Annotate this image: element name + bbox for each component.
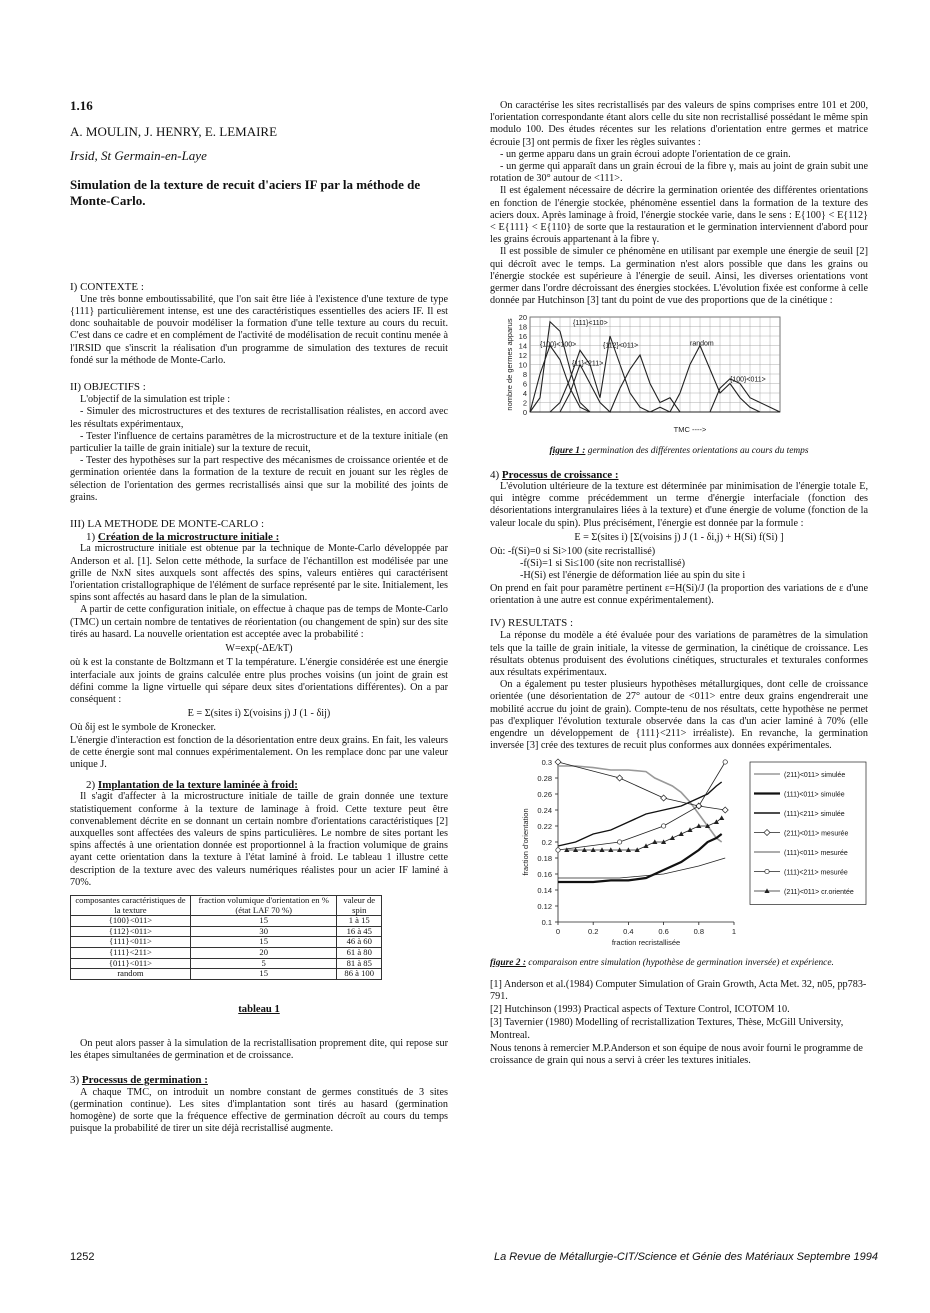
x-tick-label: 0 [555, 927, 561, 937]
subsection-number: 2) [86, 779, 96, 792]
figure-2-caption [490, 957, 868, 969]
data-point [670, 836, 675, 841]
series-label: {112}<011> [603, 343, 639, 351]
legend-label: (211)<011> simulée [784, 772, 846, 780]
y-tick-label: 4 [522, 389, 527, 399]
reference-item: [3] Tavernier (1980) Modelling of recristallization Textures, Thèse, McGill University, Montreal. [490, 1017, 844, 1041]
paragraph: L'évolution ultérieure de la texture est déterminée par minimisation de l'énergie totale E, qui intègre comme précédemment un terme d'énergie interfaciale (fonction des désorientations intergranulaires liées à la texture) et d'une énergie de volume (fonction de la valeur locale du spin). Plus précisément, l'énergie est donnée par la formule : [490, 481, 868, 529]
formula: E = Σ(sites i) [Σ(voisins j) J (1 - δi,j) + H(Si) f(Si) ] [574, 531, 784, 543]
left-column [70, 100, 448, 1135]
x-tick-label: 0.4 [623, 927, 634, 937]
where-line: -H(Si) est l'énergie de déformation liée au spin du site i [520, 570, 746, 582]
series-label: {100}<011> [730, 376, 766, 384]
legend-label: (211)<011> cr.orientée [784, 889, 854, 897]
series-label: {11}<211> [572, 361, 604, 369]
subsection-number: 1) [86, 531, 96, 544]
subsection-number: 3) [70, 1074, 80, 1087]
right-column [490, 100, 868, 1068]
data-point [555, 759, 561, 765]
paragraph: Il s'agit d'affecter à la microstructure initiale de taille de grain donnée une texture statistiquement conforme à la texture de laminage à froid. Cette texture peut être convenablement décrite en se donnant un certain nombre d'orientations caractéristiques [2] auxquelles sont affectées des valeurs de spins particulières. Le nombre de sites portant les spins affectés à une orientation donnée est proportionnel à la fraction volumique de grains ayant cette orientation dans la texture à l'état laminé à froid. Le tableau 1 illustre cette description de la texture avec des valeurs numériques réalistes pour un acier IF laminé à 70%. [70, 791, 448, 888]
data-point [617, 840, 621, 844]
figure-1-svg [490, 311, 790, 436]
table-row [71, 937, 382, 948]
paragraph: On caractérise les sites recristallisés par des valeurs de spins comprises entre 101 et 200, l'orientation correspondante étant alors celle du site non recristallisé possédant le même spin modulo 100. Des études récentes sur les relations d'orientation entre germes et matrice écrouie [3] ont permis de fixer les règles suivantes : [490, 100, 868, 148]
y-tick-label: 8 [522, 370, 527, 380]
y-tick-label: 6 [522, 379, 527, 389]
table-cell: 20 [190, 947, 337, 958]
table-cell: 1 à 15 [337, 916, 382, 927]
x-tick-label: 0.8 [693, 927, 705, 937]
y-tick-label: 0.24 [537, 806, 552, 816]
data-point [719, 816, 724, 821]
bullet-item: - Tester l'influence de certains paramètres de la microstructure et de la texture initiale (en particulier la taille de grain initiale) sur la texture de recuit, [70, 430, 448, 455]
figure-2-svg [490, 756, 868, 946]
paragraph: A partir de cette configuration initiale, on effectue à chaque pas de temps de Monte-Carlo (TMC) un certain nombre de tentatives de réorientation (ou changement de spin) sur des site tirés au hasard. La nouvelle orientation est acceptée avec la probabilité : [70, 604, 448, 640]
data-point [722, 807, 728, 813]
formula: E = Σ(sites i) Σ(voisins j) J (1 - δij) [187, 708, 331, 720]
paragraph: A chaque TMC, on introduit un nombre constant de germes constitués de 3 sites (germination continue). Les sites d'implantation sont tirés au hasard (germination homogène) de sorte que la fréquence effective de germination décroît au cours du temps puisque la probabilité de tirer un site déjà recristallisé augmente. [70, 1086, 448, 1135]
table-header-cell: fraction volumique d'orientation en % (état LAF 70 %) [190, 895, 337, 915]
paragraph: Une très bonne emboutissabilité, que l'on sait être liée à l'existence d'une texture de type {111} particulièrement intense, est une des caractéristiques essentielles des aciers IF. Il est donc souhaitable de pouvoir modéliser la formation d'une telle texture au cours du recuit. C'est dans ce cadre et en complément de l'activité de modélisation de recuit continu menée à l'IRSID que s'inscrit la réalisation d'un programme de simulation des textures de recuit fondé sur la méthode de Monte-Carlo. [70, 293, 448, 366]
data-point [661, 795, 667, 801]
paragraph: Il est également nécessaire de décrire la germination orientée des différentes orientations en fonction de l'énergie stockée, phénomène essentiel dans la formation de la texture des aciers doux. Après laminage à froid, l'énergie stockée varie, dans le sens : E{100} < E{112} < E{111} < E{110} de sorte que la restauration et le germination interviennent d'abord pour les grains écrouis appartenant à la fibre γ. [490, 185, 868, 246]
table-row [71, 958, 382, 969]
data-point [679, 832, 684, 837]
table-row [71, 947, 382, 958]
x-tick-label: 0.6 [658, 927, 669, 937]
data-point [765, 870, 769, 874]
table-cell: 15 [190, 969, 337, 980]
table-header-cell: valeur de spin [337, 895, 382, 915]
paper-title: Simulation de la texture de recuit d'aciers IF par la méthode de Monte-Carlo. [70, 176, 421, 208]
series-label: random [690, 341, 714, 349]
subsection-title: Processus de croissance : [501, 468, 619, 481]
table-caption: tableau 1 [238, 1003, 280, 1015]
table-cell: 86 à 100 [337, 969, 382, 980]
data-point [617, 775, 623, 781]
series-line [558, 762, 725, 810]
table-cell: {111}<011> [71, 937, 191, 948]
y-axis-label: nombre de germes apparus [505, 318, 514, 412]
data-point [714, 820, 719, 825]
table-cell: {112}<011> [71, 926, 191, 937]
figure-2-caption-text: comparaison entre simulation (hypothèse de germination inversée) et expérience. [528, 957, 834, 968]
y-tick-label: 14 [518, 341, 527, 351]
acknowledgement: Nous tenons à remercier M.P.Anderson et son équipe de nous avoir fourni le programme de croissance de grain qui nous a servi à créer les textures initiales. [490, 1042, 863, 1066]
series-line [567, 818, 722, 850]
series-label: {100}<100> [540, 342, 577, 350]
subsection-title: Création de la microstructure initiale : [97, 531, 280, 544]
paragraph: La réponse du modèle a été évaluée pour des variations de paramètres de la simulation tels que la taille de grain initiale, la vitesse de germination, la cinétique de croissance. Les résultats obtenus produisent des évolutions cinétiques, structurales et texturales conformes aux résultats expérimentaux. [490, 630, 868, 678]
table-cell: 30 [190, 926, 337, 937]
figure-1-caption-text: germination des différentes orientations au cours du temps [587, 445, 809, 456]
figure-1-label: figure 1 : [549, 445, 586, 456]
paragraph: La microstructure initiale est obtenue par la technique de Monte-Carlo développée par Anderson et al. [1]. Selon cette méthode, la surface de l'échantillon est modélisée par une grille de NxN sites auxquels sont affectés des spins, valeurs entières qui caractérisent l'orientation cristallographique de l'élément de surface représenté par le site. Initialement, les spins sont affectés au hasard dans le plan de la simulation. [70, 543, 448, 604]
table-cell: 5 [190, 958, 337, 969]
table-row [71, 916, 382, 927]
journal-footer: La Revue de Métallurgie-CIT/Science et Génie des Matériaux Septembre 1994 [494, 1251, 878, 1263]
section-heading-methode: III) LA METHODE DE MONTE-CARLO : [70, 518, 264, 531]
affiliation: Irsid, St Germain-en-Laye [70, 148, 207, 164]
figure-1-caption [490, 445, 868, 457]
y-tick-label: 0.1 [541, 918, 552, 928]
y-tick-label: 0.26 [537, 790, 552, 800]
reference-item: [1] Anderson et al.(1984) Computer Simulation of Grain Growth, Acta Met. 32, n05, pp783-791. [490, 978, 867, 1002]
y-tick-label: 0.28 [537, 774, 552, 784]
series-line [558, 858, 725, 878]
y-tick-label: 20 [518, 313, 527, 323]
legend-label: (111)<011> simulée [784, 791, 845, 799]
subsection-heading [70, 779, 448, 791]
where-line: Où: -f(Si)=0 si Si>100 (site recristallisé) [490, 546, 656, 558]
subsection-heading [70, 531, 448, 543]
paragraph: On a également pu tester plusieurs hypothèses métallurgiques, dont celle de croissance orientée (une désorientation de 27° autour de <011> entre deux grains engendrerait une mobilité accrue du joint de grain). Compte-tenu de nos résultats, cette hypothèse ne permet pas d'expliquer l'évolution texturale observée dans la cas d'un acier laminé à 70% (elle engendre un développement de {111}<211> irréaliste). En revanche, la germination inversée [3] crée des textures de recuit plus conformes aux données expérimentales. [490, 679, 868, 752]
section-heading-contexte: I) CONTEXTE : [70, 280, 144, 293]
series-line [558, 834, 722, 882]
data-point [687, 828, 692, 833]
table-row [71, 926, 382, 937]
y-tick-label: 0 [522, 408, 527, 418]
x-tick-label: 1 [731, 927, 737, 937]
legend-label: (111)<211> simulée [784, 811, 845, 819]
legend-label: (111)<211> mesurée [784, 869, 848, 877]
y-tick-label: 2 [522, 398, 527, 408]
table-header-row [71, 895, 382, 915]
table-cell: 81 à 85 [337, 958, 382, 969]
x-axis-label: TMC ----> [673, 425, 707, 435]
paragraph: On prend en fait pour paramètre pertinent ε=H(Si)/J (la proportion des variations de ε d'une orientation à une autre est connue expérimentalement). [490, 582, 868, 606]
y-tick-label: 0.18 [537, 854, 552, 864]
texture-table [70, 895, 382, 980]
data-point [556, 848, 560, 852]
paragraph: Où δij est le symbole de Kronecker. [70, 722, 216, 734]
where-line: -f(Si)=1 si Si≤100 (site non recristallisé) [520, 558, 685, 570]
data-point [643, 844, 648, 849]
table-cell: {111}<211> [71, 947, 191, 958]
y-tick-label: 10 [518, 360, 527, 370]
y-tick-label: 0.12 [537, 902, 552, 912]
paragraph: L'objectif de la simulation est triple : [80, 394, 231, 406]
figure-2-chart [490, 756, 868, 950]
table-cell: {100}<011> [71, 916, 191, 927]
table-header-cell: composantes caractéristiques de la texture [71, 895, 191, 915]
bullet-item: - un germe apparu dans un grain écroui adopte l'orientation de ce grain. [500, 148, 791, 160]
section-heading-resultats: IV) RESULTATS : [490, 617, 574, 630]
data-point [661, 824, 665, 828]
figure-1-chart [490, 311, 868, 440]
subsection-number: 4) [490, 468, 500, 481]
section-heading-objectifs: II) OBJECTIFS : [70, 381, 146, 394]
paragraph: Il est possible de simuler ce phénomène en utilisant par exemple une énergie de seuil [2] qui décroît avec le temps. La germination n'est alors possible que dans les grains ou l'énergie stockée est supérieure à l'énergie de seuil. Ainsi, les diverses orientations vont germer dans l'ordre décroissant des énergies stockées. L'évolution fixée est conforme à celle donnée par Hutchinson [3] tant du point de vue des proportions que de la cinétique : [490, 246, 868, 307]
table-cell: {011}<011> [71, 958, 191, 969]
y-tick-label: 0.16 [537, 870, 552, 880]
bullet-item: - Simuler des microstructures et des textures de recristallisation réalistes, en accord avec les résultats expérimentaux, [70, 406, 448, 430]
y-tick-label: 0.2 [541, 838, 552, 848]
formula: W=exp(-ΔE/kT) [225, 643, 293, 655]
table-row [71, 969, 382, 980]
series-label: {111}<110> [573, 320, 608, 328]
references [490, 979, 868, 1067]
y-axis-label: fraction d'orientation [521, 808, 530, 876]
table-cell: 16 à 45 [337, 926, 382, 937]
data-point [723, 760, 727, 764]
data-point [697, 804, 701, 808]
series-line [558, 782, 722, 846]
table-cell: 46 à 60 [337, 937, 382, 948]
subsection-title: Processus de germination : [81, 1074, 208, 1087]
paragraph: où k est la constante de Boltzmann et T la température. L'énergie considérée est une énergie interfaciale aux joints de grains calculée entre plus proches voisins (un joint de grain est défini comme la ligne virtuelle qui sépare deux sites d'orientations différentes). On a par conséquent : [70, 657, 448, 705]
series-line [558, 766, 722, 842]
page-number: 1252 [70, 1251, 95, 1263]
y-tick-label: 18 [518, 322, 527, 332]
bullet-item: - Tester des hypothèses sur la part respective des mécanismes de croissance orientée et de germination orientée dans la formation de la texture de recuit en jouant sur les règles de sélection de l'orientation des germes recristallisés ainsi que sur la mobilité des joints de grains. [70, 455, 448, 503]
figure-2-label: figure 2 : [490, 957, 526, 968]
table-cell: 61 à 80 [337, 947, 382, 958]
table-cell: 15 [190, 937, 337, 948]
x-axis-label: fraction recristallisée [611, 938, 681, 947]
x-tick-label: 0.2 [587, 927, 599, 937]
authors: A. MOULIN, J. HENRY, E. LEMAIRE [70, 124, 278, 140]
subsection-title: Implantation de la texture laminée à froid: [97, 779, 298, 792]
y-tick-label: 12 [518, 351, 527, 361]
table-cell: 15 [190, 916, 337, 927]
y-tick-label: 0.22 [537, 822, 552, 832]
paragraph: On peut alors passer à la simulation de la recristallisation proprement dite, qui repose sur les étapes simultanées de germination et de croissance. [70, 1037, 448, 1062]
y-tick-label: 0.14 [537, 886, 552, 896]
subsection-heading [490, 469, 868, 481]
y-tick-label: 16 [518, 332, 527, 342]
legend-label: (211)<011> mesurée [784, 830, 849, 838]
subsection-heading [70, 1074, 448, 1086]
reference-item: [2] Hutchinson (1993) Practical aspects of Texture Control, ICOTOM 10. [490, 1004, 790, 1016]
table-cell: random [71, 969, 191, 980]
article-number: 1.16 [70, 98, 93, 113]
paragraph: L'énergie d'interaction est fonction de la désorientation entre deux grains. En fait, les valeurs de cette énergie sont mal connues expérimentalement. On les remplace donc par une valeur unique J. [70, 734, 448, 770]
legend-label: (111)<011> mesurée [784, 850, 848, 858]
y-tick-label: 0.3 [541, 758, 552, 768]
bullet-item: - un germe qui apparaît dans un grain écroui de la fibre γ, mais au joint de grain subit une rotation de 30° autour de <111>. [490, 161, 868, 185]
